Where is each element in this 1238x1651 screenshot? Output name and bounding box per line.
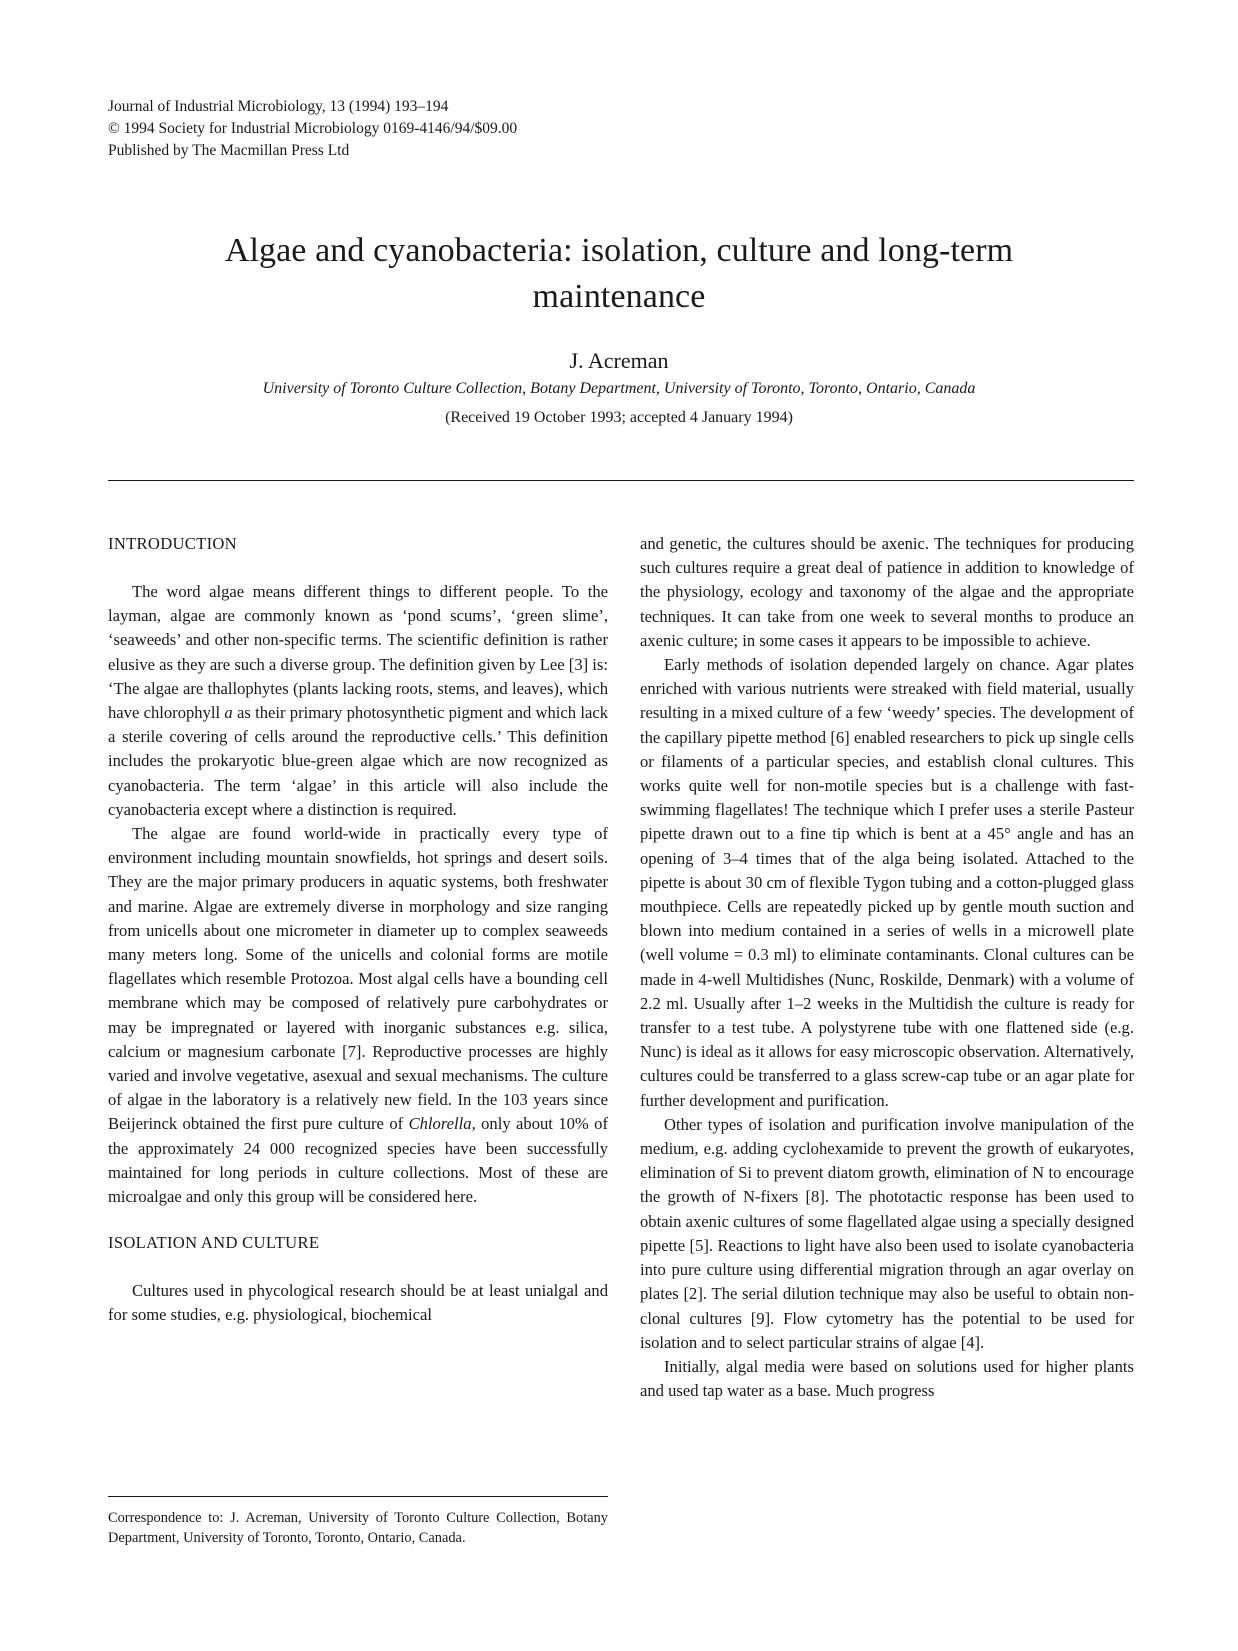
journal-header bbox=[108, 96, 517, 162]
section-heading-isolation-and-culture: ISOLATION AND CULTURE bbox=[108, 1233, 320, 1253]
author-affiliation: University of Toronto Culture Collection, Botany Department, University of Toronto, Toronto, Ontario, Canada bbox=[262, 380, 976, 397]
footnote-divider bbox=[108, 1496, 608, 1497]
text-run: The algae are found world-wide in practically every type of environment including mountain snowfields, hot springs and desert soils. They are the major primary producers in aquatic systems, both freshwater and marine. Algae are extremely diverse in morphology and size ranging from unicells about one micrometer in diameter up to complex seaweeds many meters long. Some of the unicells and colonial forms are motile flagellates which resemble Protozoa. Most algal cells have a bounding cell membrane which may be composed of relatively pure carbohydrates or may be impregnated or layered with inorganic substances e.g. silica, calcium or magnesium carbonate [7]. Reproductive processes are highly varied and involve vegetative, asexual and sexual mechanisms. The culture of algae in the laboratory is a relatively new field. In the 103 years since Beijerinck obtained the first pure culture of bbox=[108, 824, 608, 1134]
paragraph-other-isolation-types: Other types of isolation and purification involve manipulation of the medium, e.g. adding cyclohexamide to prevent the growth of eukaryotes, elimination of Si to prevent diatom growth, elimination of N to encourage the growth of N-fixers [8]. The phototactic response has been used to obtain axenic cultures of some flagellated algae using a specially designed pipette [5]. Reactions to light have also been used to isolate cyanobacteria into pure culture using differential migration through an agar overlay on plates [2]. The serial dilution technique may also be useful to obtain non-clonal cultures [9]. Flow cytometry has the potential to be used for isolation and to select particular strains of algae [4]. bbox=[640, 1114, 1134, 1352]
article-title-line-1: Algae and cyanobacteria: isolation, culture and long-term bbox=[224, 232, 1014, 269]
journal-citation: Journal of Industrial Microbiology, 13 (1994) 193–194 bbox=[108, 98, 449, 115]
header-divider bbox=[108, 480, 1134, 481]
article-title bbox=[0, 228, 1238, 320]
correspondence-footnote: Correspondence to: J. Acreman, University of Toronto Culture Collection, Botany Department, University of Toronto, Toronto, Ontario, Canada. bbox=[108, 1510, 608, 1546]
received-dates: (Received 19 October 1993; accepted 4 January 1994) bbox=[445, 409, 793, 426]
italic-genus: Chlorella bbox=[408, 1114, 472, 1134]
text-run: as their primary photosynthetic pigment and which lack a sterile covering of cells around the reproductive cells.’ This definition includes the prokaryotic blue-green algae which are now recognized as cyanobacteria. The term ‘algae’ in this article will also include the cyanobacteria except where a distinction is required. bbox=[108, 703, 609, 819]
paragraph-isolation-intro: Cultures used in phycological research should be at least unialgal and for some studies, e.g. physiological, biochemical bbox=[108, 1281, 608, 1325]
text-run: , only about 10% of the approximately 24 000 recognized species have been successfully maintained for long periods in culture collections. Most of these are microalgae and only this group will be considered here. bbox=[108, 1114, 608, 1207]
text-run: The word algae means different things to different people. To the layman, algae are commonly known as ‘pond scums’, ‘green slime’, ‘seaweeds’ and other non-specific terms. The scientific definition is rather elusive as they are such a diverse group. The definition given by Lee [3] is: ‘The algae are thallophytes (plants lacking roots, stems, and leaves), which have chlorophyll bbox=[108, 582, 608, 723]
author-name: J. Acreman bbox=[569, 348, 669, 373]
section-heading-introduction: INTRODUCTION bbox=[108, 534, 237, 553]
paragraph-intro-definition bbox=[108, 580, 608, 822]
copyright-line: © 1994 Society for Industrial Microbiology 0169-4146/94/$09.00 bbox=[108, 120, 518, 137]
left-column bbox=[108, 532, 608, 1328]
article-title-line-2: maintenance bbox=[532, 278, 706, 315]
paragraph-intro-diversity bbox=[108, 822, 608, 1209]
paragraph-axenic-continued: and genetic, the cultures should be axenic. The techniques for producing such cultures require a great deal of patience in addition to knowledge of the physiology, ecology and taxonomy of the algae and the appropriate techniques. It can take from one week to several months to produce an axenic culture; in some cases it appears to be impossible to achieve. bbox=[640, 534, 1134, 650]
paragraph-algal-media: Initially, algal media were based on solutions used for higher plants and used tap water as a base. Much progress bbox=[640, 1356, 1134, 1401]
italic-term: a bbox=[224, 703, 233, 723]
paragraph-early-methods: Early methods of isolation depended largely on chance. Agar plates enriched with various nutrients were streaked with field material, usually resulting in a mixed culture of a few ‘weedy’ species. The development of the capillary pipette method [6] enabled researchers to pick up single cells or filaments of a particular species, and establish clonal cultures. This works quite well for non-motile species but is a challenge with fast-swimming flagellates! The technique which I prefer uses a sterile Pasteur pipette drawn out to a fine tip which is bent at a 45° angle and has an opening of 3–4 times that of the alga being isolated. Attached to the pipette is about 30 cm of flexible Tygon tubing and a cotton-plugged glass mouthpiece. Cells are repeatedly picked up by gentle mouth suction and blown into medium contained in a series of wells in a microwell plate (well volume = 0.3 ml) to eliminate contaminants. Clonal cultures can be made in 4-well Multidishes (Nunc, Roskilde, Denmark) with a volume of 2.2 ml. Usually after 1–2 weeks in the Multidish the culture is ready for transfer to a test tube. A polystyrene tube with one flattened side (e.g. Nunc) is ideal as it allows for easy microscopic observation. Alternatively, cultures could be transferred to a glass screw-cap tube or an agar plate for further development and purification. bbox=[640, 655, 1134, 1110]
right-column bbox=[640, 532, 1134, 1403]
publisher-line: Published by The Macmillan Press Ltd bbox=[108, 142, 350, 159]
